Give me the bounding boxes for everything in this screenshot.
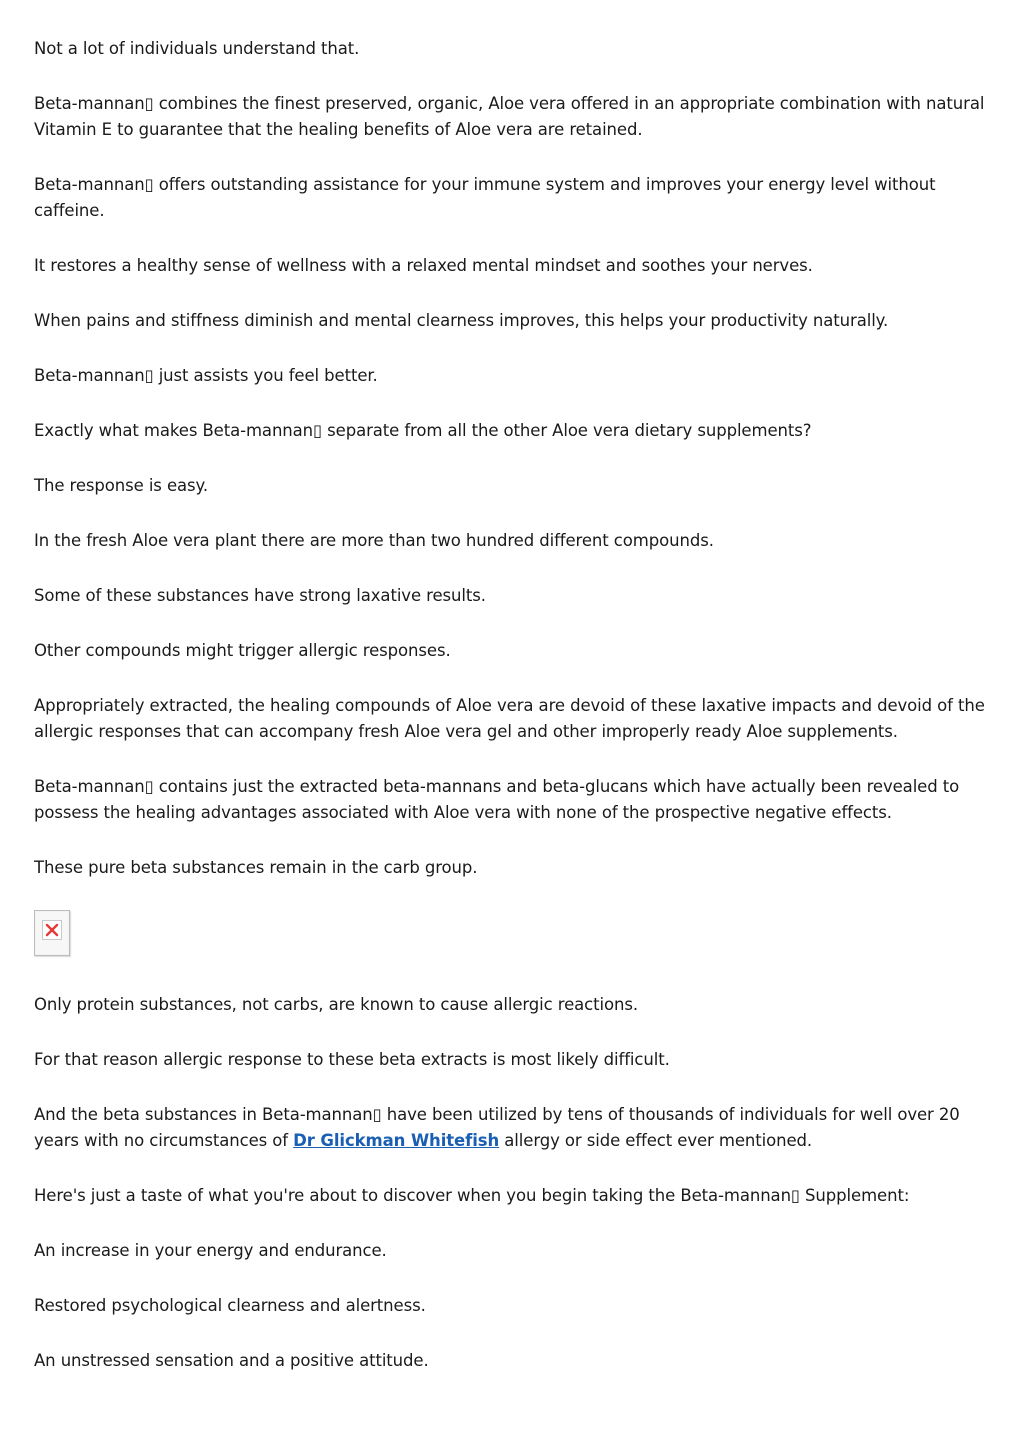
paragraph-19: An increase in your energy and endurance. [34, 1241, 387, 1260]
paragraph-7: Exactly what makes Beta-mannan▯ separate from all the other Aloe vera dietary supplements? [34, 421, 812, 440]
paragraph-3: Beta-mannan▯ offers outstanding assistance for your immune system and improves your energy level without caffeine. [34, 175, 936, 220]
link-paragraph-before: And the beta substances in Beta-mannan▯ have been utilized by tens of thousands of individuals for well over 20 years with no circumstances of [34, 1105, 960, 1150]
paragraph-11: Other compounds might trigger allergic responses. [34, 641, 451, 660]
document-body [34, 36, 994, 1403]
paragraph-8: The response is easy. [34, 476, 208, 495]
paragraph-13: Beta-mannan▯ contains just the extracted beta-mannans and beta-glucans which have actually been revealed to possess the healing advantages associated with Aloe vera with none of the prospective negative effects. [34, 777, 960, 822]
link-paragraph-after: allergy or side effect ever mentioned. [499, 1131, 813, 1150]
red-x-icon [45, 923, 59, 937]
paragraph-14: These pure beta substances remain in the carb group. [34, 858, 478, 877]
paragraph-21: An unstressed sensation and a positive attitude. [34, 1351, 429, 1370]
paragraph-5: When pains and stiffness diminish and mental clearness improves, this helps your productivity naturally. [34, 311, 889, 330]
paragraph-with-link [34, 1102, 994, 1154]
paragraph-1: Not a lot of individuals understand that. [34, 39, 360, 58]
paragraph-12: Appropriately extracted, the healing compounds of Aloe vera are devoid of these laxative impacts and devoid of the allergic responses that can accompany fresh Aloe vera gel and other improperly ready Aloe supplements. [34, 696, 985, 741]
paragraph-20: Restored psychological clearness and alertness. [34, 1296, 426, 1315]
paragraph-9: In the fresh Aloe vera plant there are more than two hundred different compounds. [34, 531, 714, 550]
image-placeholder-frame [42, 920, 62, 940]
paragraph-15: Only protein substances, not carbs, are known to cause allergic reactions. [34, 995, 638, 1014]
paragraph-18: Here's just a taste of what you're about to discover when you begin taking the Beta-mannan▯ Supplement: [34, 1186, 910, 1205]
dr-glickman-whitefish-link[interactable]: Dr Glickman Whitefish [293, 1131, 500, 1150]
paragraph-10: Some of these substances have strong laxative results. [34, 586, 486, 605]
paragraph-2: Beta-mannan▯ combines the finest preserved, organic, Aloe vera offered in an appropriate combination with natural Vitamin E to guarantee that the healing benefits of Aloe vera are retained. [34, 94, 985, 139]
paragraph-16: For that reason allergic response to these beta extracts is most likely difficult. [34, 1050, 670, 1069]
broken-image-icon [34, 910, 70, 956]
paragraph-6: Beta-mannan▯ just assists you feel better. [34, 366, 378, 385]
paragraph-4: It restores a healthy sense of wellness with a relaxed mental mindset and soothes your nerves. [34, 256, 813, 275]
